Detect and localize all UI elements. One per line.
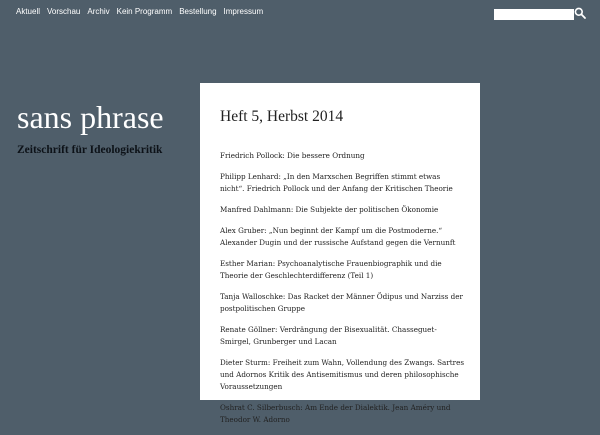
article-list [220, 150, 465, 435]
nav-item-aktuell[interactable]: Aktuell [16, 7, 41, 16]
article-item: Oshrat C. Silberbusch: Am Ende der Dialektik. Jean Améry und Theodor W. Adorno [220, 403, 451, 424]
article-item: Tanja Walloschke: Das Racket der Männer Ödipus und Narziss der postpolitischen Gruppe [220, 292, 463, 313]
article-item: Dieter Sturm: Freiheit zum Wahn, Vollendung des Zwangs. Sartres und Adornos Kritik des Antisemitismus und deren philosophische Voraussetzungen [220, 358, 465, 391]
search-input[interactable] [494, 9, 574, 20]
article-item: Renate Göllner: Verdrängung der Bisexualität. Chasseguet-Smirgel, Grunberger und Lacan [220, 325, 437, 346]
site-branding [17, 97, 164, 156]
nav-item-kein-programm[interactable]: Kein Programm [116, 7, 173, 16]
article-item: Manfred Dahlmann: Die Subjekte der politischen Ökonomie [220, 205, 439, 214]
site-title[interactable]: sans phrase [17, 99, 164, 135]
nav-item-archiv[interactable]: Archiv [87, 7, 110, 16]
article-item: Alex Gruber: „Nun beginnt der Kampf um die Postmoderne.“ Alexander Dugin und der russische Aufstand gegen die Vernunft [220, 226, 456, 247]
site-tagline: Zeitschrift für Ideologiekritik [17, 144, 163, 156]
top-navigation [16, 7, 263, 16]
nav-item-impressum[interactable]: Impressum [223, 7, 264, 16]
nav-item-bestellung[interactable]: Bestellung [179, 7, 217, 16]
article-item: Philipp Lenhard: „In den Marxschen Begriffen stimmt etwas nicht“. Friedrich Pollock und der Anfang der Kritischen Theorie [220, 172, 453, 193]
nav-item-vorschau[interactable]: Vorschau [47, 7, 81, 16]
article-item: Friedrich Pollock: Die bessere Ordnung [220, 151, 365, 160]
issue-title: Heft 5, Herbst 2014 [220, 108, 344, 125]
search-icon[interactable] [574, 7, 586, 19]
issue-panel [200, 83, 480, 424]
article-item: Esther Marian: Psychoanalytische Frauenbiographik und die Theorie der Geschlechterdifferenz (Teil 1) [220, 259, 442, 280]
